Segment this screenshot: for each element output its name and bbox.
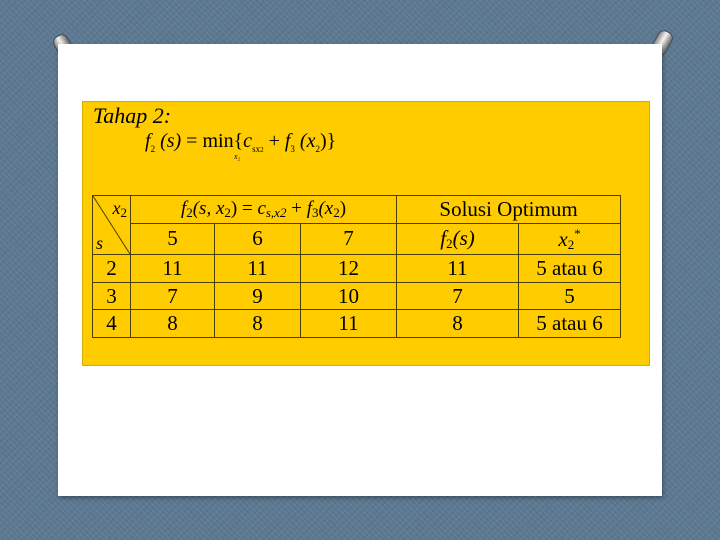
col-header-x2star	[519, 223, 621, 254]
hdr-f3-sub: 3	[311, 205, 319, 221]
hdr-arg: (x	[318, 198, 334, 220]
opt-f-sub: 2	[446, 235, 453, 251]
formula-s: (s)	[160, 130, 182, 152]
corner-x: x	[112, 198, 121, 218]
corner-x-sub: 2	[120, 205, 127, 220]
table-row	[93, 282, 621, 310]
formula-min-subscript: x₂	[234, 152, 241, 161]
hdr-arg-sub: 2	[333, 205, 340, 221]
recursive-formula	[145, 130, 337, 161]
optimum-header: Solusi Optimum	[397, 196, 621, 224]
row-v7: 11	[301, 310, 397, 338]
opt-x-sub: 2	[567, 236, 575, 252]
corner-s-label: s	[96, 233, 104, 254]
stage-value-header	[131, 196, 397, 224]
opt-f: f	[440, 225, 447, 250]
row-f2: 8	[397, 310, 519, 338]
col-header-7: 7	[301, 223, 397, 254]
row-v5: 11	[131, 255, 215, 283]
row-v7: 12	[301, 255, 397, 283]
hdr-x2-sub: 2	[224, 205, 231, 221]
row-v5: 7	[131, 282, 215, 310]
row-s: 2	[93, 255, 131, 283]
row-s: 4	[93, 310, 131, 338]
opt-x: x	[558, 226, 568, 251]
formula-c-subsub: 2	[260, 146, 264, 154]
table-row	[93, 255, 621, 283]
formula-c-sub: sx	[252, 144, 261, 154]
stage-heading: Tahap 2:	[93, 103, 172, 128]
row-f2: 11	[397, 255, 519, 283]
hdr-plus: +	[286, 198, 307, 220]
row-v6: 8	[215, 310, 301, 338]
row-v7: 10	[301, 282, 397, 310]
hdr-c: c	[257, 198, 266, 220]
row-f2: 7	[397, 282, 519, 310]
results-table	[92, 195, 621, 338]
row-x2: 5 atau 6	[519, 310, 621, 338]
formula-arg: (x	[299, 130, 316, 152]
hdr-f2: f	[180, 198, 187, 220]
hdr-args: (s, x	[192, 198, 225, 220]
hdr-f3: f	[306, 198, 312, 220]
opt-f-rest: (s)	[452, 225, 475, 250]
opt-x-star: *	[574, 225, 581, 241]
row-x2: 5 atau 6	[519, 255, 621, 283]
corner-cell	[93, 196, 131, 255]
row-v6: 9	[215, 282, 301, 310]
formula-f-sub: 2	[150, 144, 156, 154]
hdr-eq: ) =	[230, 198, 258, 220]
formula-close: )}	[319, 130, 337, 152]
formula-f3: f	[284, 130, 291, 152]
table-header-row-1	[93, 196, 621, 224]
col-header-f2s	[397, 223, 519, 254]
formula-min: = min{	[181, 130, 244, 152]
hdr-close: )	[339, 198, 347, 220]
table-header-row-2	[93, 223, 621, 254]
corner-x2-label	[113, 199, 128, 219]
formula-plus: +	[263, 130, 285, 152]
col-header-6: 6	[215, 223, 301, 254]
formula-arg-sub: 2	[315, 144, 320, 154]
formula-f3-sub: 3	[290, 144, 295, 154]
col-header-5: 5	[131, 223, 215, 254]
row-v5: 8	[131, 310, 215, 338]
formula-f: f	[145, 130, 151, 152]
row-x2: 5	[519, 282, 621, 310]
formula-c: c	[243, 130, 253, 152]
hdr-c-sub: s,x2	[265, 205, 287, 221]
row-v6: 11	[215, 255, 301, 283]
row-s: 3	[93, 282, 131, 310]
yellow-slide	[82, 101, 650, 366]
hdr-f2-sub: 2	[186, 205, 193, 221]
table-row	[93, 310, 621, 338]
